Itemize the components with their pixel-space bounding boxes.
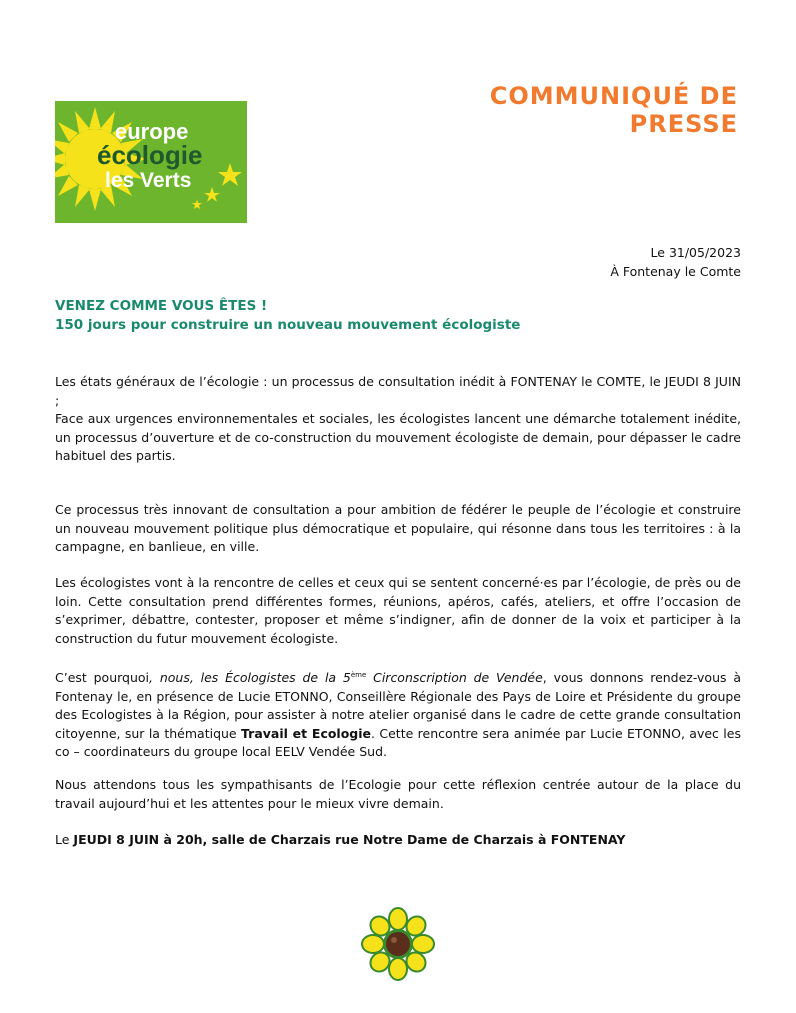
headline-line-2: 150 jours pour construire un nouveau mouvement écologiste xyxy=(55,317,521,333)
logo-text-ecologie: écologie xyxy=(97,140,203,170)
paragraph-rencontre: Les écologistes vont à la rencontre de celles et ceux qui se sentent concerné·es par l’écologie, de près ou de loin. Cette consultation prend différentes formes, réunions, apéros, cafés, ateliers, et offre l’occasion de s’exprimer, débattre, contester, proposer et même s’indigner, afin de donner de la voix et participer à la construction du futur mouvement écologiste. xyxy=(55,575,741,646)
paragraph-attente: Nous attendons tous les sympathisants de l’Ecologie pour cette réflexion centrée autour de la place du travail aujourd’hui et les attentes pour le mieux vivre demain. xyxy=(55,777,741,811)
logo-text-europe: europe xyxy=(115,119,189,144)
text-run: C’est pourquoi xyxy=(55,670,150,686)
headline xyxy=(55,297,745,335)
text-run-italic: , nous, les Écologistes de la 5 xyxy=(149,670,351,686)
event-details-bold: JEUDI 8 JUIN à 20h, salle de Charzais rue Notre Dame de Charzais à FONTENAY xyxy=(73,832,626,847)
date-place-block xyxy=(610,243,741,281)
paragraph-urgences: Face aux urgences environnementales et sociales, les écologistes lancent une démarche totalement inédite, un processus d’ouverture et de co-construction du mouvement écologiste de demain, pour dépasser le cadre habituel des partis. xyxy=(55,411,741,463)
headline-line-1: VENEZ COMME VOUS ÊTES ! xyxy=(55,298,268,314)
text-run: . Cette rencontre sera animée par Lucie ETONNO, avec les co – coordinateurs du groupe local EELV Vendée Sud. xyxy=(55,725,741,760)
place: À Fontenay le Comte xyxy=(610,264,741,279)
paragraph-intro: Les états généraux de l’écologie : un processus de consultation inédit à FONTENAY le COMTE, le JEUDI 8 JUIN ; xyxy=(55,374,741,408)
press-release-title: COMMUNIQUÉ DE PRESSE xyxy=(489,82,738,138)
paragraph-rendezvous xyxy=(55,831,741,850)
text-run-italic: Circonscription de Vendée xyxy=(366,670,543,686)
paragraph-invitation xyxy=(55,666,741,762)
date: Le 31/05/2023 xyxy=(650,245,741,260)
superscript: ème xyxy=(350,671,367,679)
paragraph-processus: Ce processus très innovant de consultation a pour ambition de fédérer le peuple de l’écologie et construire un nouveau mouvement politique plus démocratique et populaire, qui résonne dans tous les territoires : à la campagne, en banlieue, en ville. xyxy=(55,502,741,554)
logo-text-les-verts: les Verts xyxy=(105,169,192,192)
theme-bold: Travail et Ecologie xyxy=(241,725,372,741)
text-run: , vous donnons rendez-vous à Fontenay le, en présence de Lucie ETONNO, Conseillère Régionale des Pays de Loire et Présidente du groupe des Ecologistes à la Région, pour assister à notre atelier organisé dans le cadre de cette grande consultation citoyenne, sur la thématique xyxy=(55,670,741,741)
sunflower-icon xyxy=(360,906,436,982)
text-run: Le xyxy=(55,832,74,847)
eelv-logo xyxy=(55,101,247,223)
